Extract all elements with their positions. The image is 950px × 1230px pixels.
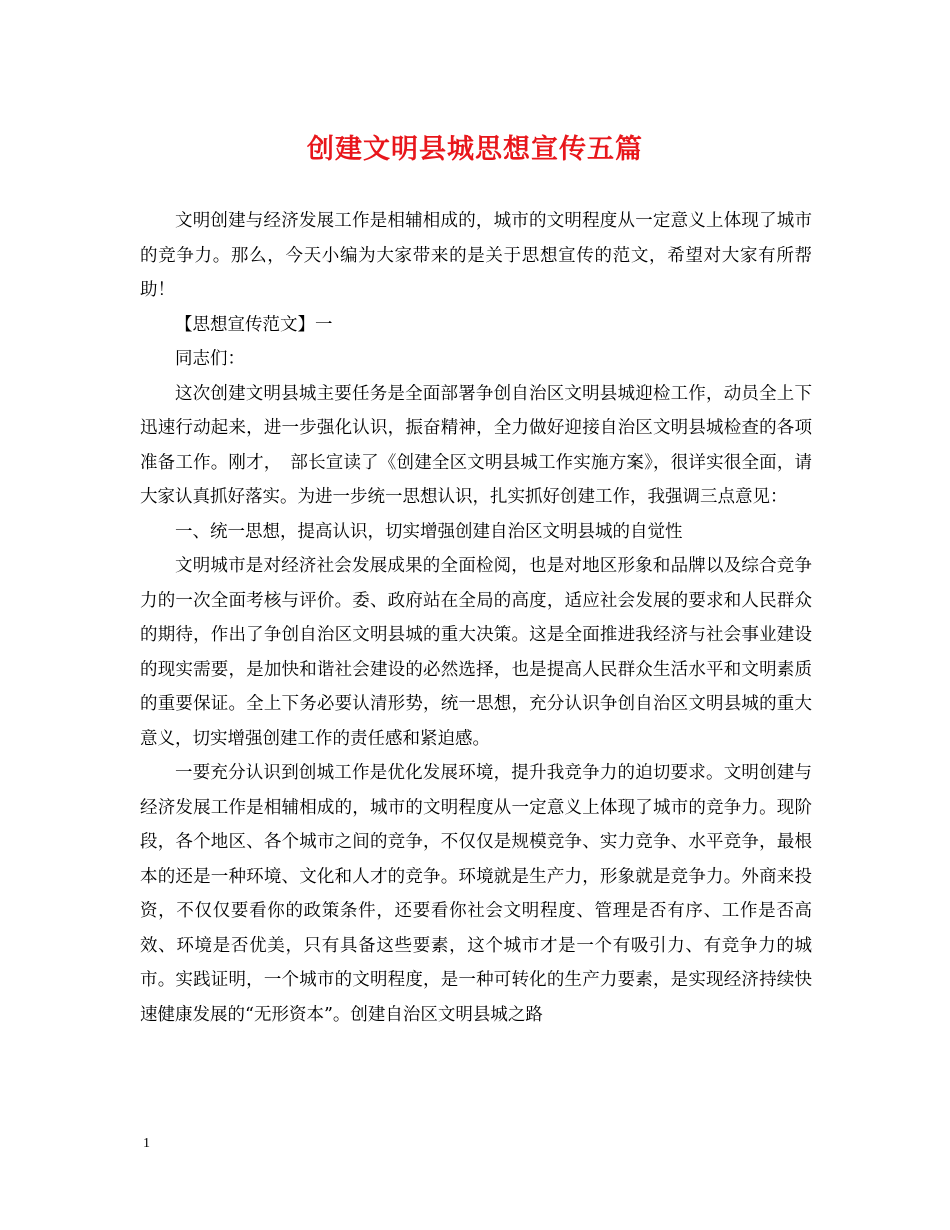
body-paragraph: 一要充分认识到创城工作是优化发展环境，提升我竞争力的迫切要求。文明创建与经济发展工作是相辅相成的，城市的文明程度从一定意义上体现了城市的竞争力。现阶段，各个地区、各个城市之间的竞争，不仅仅是规模竞争、实力竞争、水平竞争，最根本的还是一种环境、文化和人才的竞争。环境就是生产力，形象就是竞争力。外商来投资，不仅仅要看你的政策条件，还要看你社会文明程度、管理是否有序、工作是否高效、环境是否优美，只有具备这些要素，这个城市才是一个有吸引力、有竞争力的城市。实践证明，一个城市的文明程度，是一种可转化的生产力要素，是实现经济持续快速健康发展的“无形资本”。创建自治区文明县城之路 [140,763,812,1025]
document-title: 创建文明县城思想宣传五篇 [307,134,643,165]
point-one-heading: 一、统一思想，提高认识，切实增强创建自治区文明县城的自觉性 [175,521,683,542]
body-paragraph: 这次创建文明县城主要任务是全面部署争创自治区文明县城迎检工作，动员全上下迅速行动起来，进一步强化认识，振奋精神，全力做好迎接自治区文明县城检查的各项准备工作。刚才， 部长宣读了《创建全区文明县城工作实施方案》，很详实很全面，请大家认真抓好落实。为进一步统一思想认识，扎实抓好创建工作，我强调三点意见： [140,383,812,507]
document-body [140,204,812,1032]
intro-paragraph: 文明创建与经济发展工作是相辅相成的，城市的文明程度从一定意义上体现了城市的竞争力。那么，今天小编为大家带来的是关于思想宣传的范文，希望对大家有所帮助！ [140,211,812,300]
salutation: 同志们： [175,349,245,369]
body-paragraph: 文明城市是对经济社会发展成果的全面检阅，也是对地区形象和品牌以及综合竞争力的一次全面考核与评价。委、政府站在全局的高度，适应社会发展的要求和人民群众的期待，作出了争创自治区文明县城的重大决策。这是全面推进我经济与社会事业建设的现实需要，是加快和谐社会建设的必然选择，也是提高人民群众生活水平和文明素质的重要保证。全上下务必要认清形势，统一思想，充分认识争创自治区文明县城的重大意义，切实增强创建工作的责任感和紧迫感。 [140,556,812,749]
page-number: 1 [143,1136,150,1151]
section-heading-sample-one: 【思想宣传范文】一 [175,314,333,335]
